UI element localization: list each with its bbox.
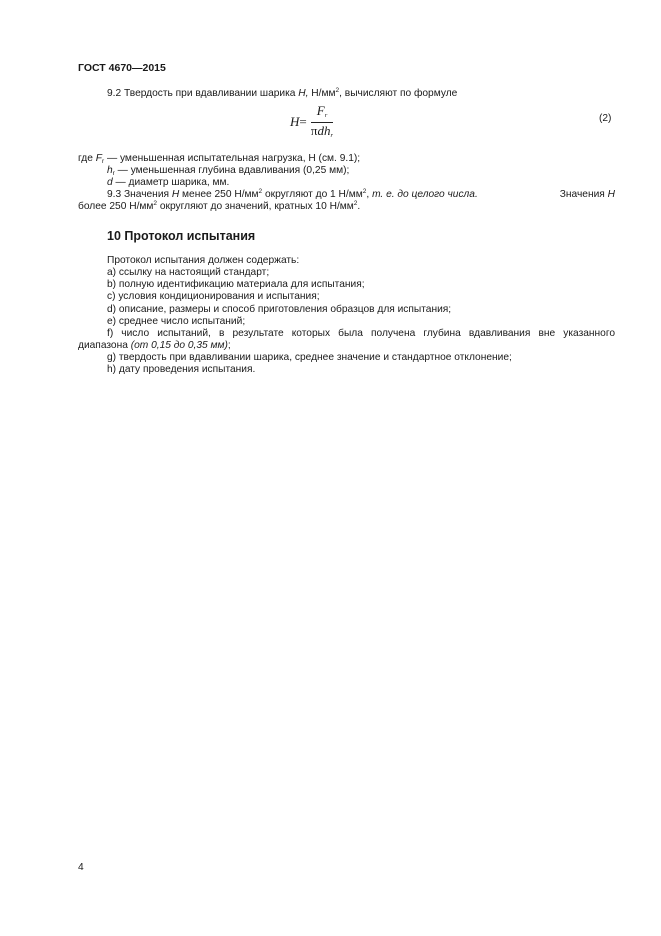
- text: , вычисляют по формуле: [339, 88, 458, 99]
- list-item-g: g) твердость при вдавливании шарика, среднее значение и стандартное отклонение;: [107, 352, 512, 363]
- list-item-d: d) описание, размеры и способ приготовления образцов для испытания;: [107, 304, 452, 315]
- formula-denominator: [311, 123, 333, 141]
- section-heading: 10 Протокол испытания: [107, 229, 256, 243]
- text: ;: [227, 340, 231, 351]
- subscript: r: [112, 170, 115, 177]
- list-item-h: h) дату проведения испытания.: [107, 364, 256, 375]
- text: диапазона: [78, 340, 131, 351]
- list-item-f-continuation: [78, 340, 231, 352]
- equation-number: (2): [599, 113, 612, 124]
- superscript: 2: [153, 200, 158, 207]
- superscript: 2: [362, 188, 367, 195]
- document-header: ГОСТ 4670—2015: [78, 62, 166, 74]
- subscript: r: [101, 158, 105, 165]
- text: более 250 Н/мм: [78, 201, 154, 212]
- superscript: 2: [258, 188, 263, 195]
- list-item-f: f) число испытаний, в результате которых была получена глубина вдавливания вне указанного: [107, 328, 615, 339]
- text: — диаметр шарика, мм.: [112, 177, 230, 188]
- text: Значения: [559, 189, 608, 200]
- variable-h: h: [107, 165, 113, 176]
- list-item-b: b) полную идентификацию материала для испытания;: [107, 279, 365, 290]
- italic-text: (от 0,15 до 0,35 мм): [130, 340, 228, 351]
- den-sub: r: [330, 132, 334, 139]
- text: 9.3 Значения: [107, 189, 172, 200]
- superscript: 2: [335, 87, 340, 94]
- variable-h: H,: [298, 88, 309, 99]
- num-sub: r: [324, 112, 328, 119]
- list-item-c: c) условия кондиционирования и испытания;: [107, 291, 320, 302]
- superscript: 2: [353, 200, 358, 207]
- variable-h: H: [607, 189, 615, 200]
- text: — уменьшенная глубина вдавливания (0,25 мм);: [114, 165, 350, 176]
- italic-text: т. е. до целого числа.: [372, 189, 478, 200]
- text: Н/мм: [308, 88, 336, 99]
- variable-h: H: [171, 189, 180, 200]
- page-number: 4: [78, 862, 84, 873]
- text: округляют до 1 Н/мм: [262, 189, 363, 200]
- text: — уменьшенная испытательная нагрузка, Н (см. 9.1);: [104, 153, 361, 164]
- protocol-intro: Протокол испытания должен содержать:: [107, 255, 300, 266]
- variable-d: d: [107, 177, 113, 188]
- where-d: [107, 177, 229, 189]
- num-var: F: [316, 103, 325, 118]
- paragraph-9-3-line2: [78, 201, 360, 214]
- text: округляют до значений, кратных 10 Н/мм: [157, 201, 354, 212]
- formula-numerator: [311, 104, 333, 123]
- text: 9.2 Твердость при вдавливании шарика: [107, 88, 299, 99]
- text: где: [78, 153, 96, 164]
- variable-f: F: [95, 153, 102, 164]
- formula-fraction: [311, 104, 333, 141]
- text-run: [560, 189, 615, 202]
- list-item-e: e) среднее число испытаний;: [107, 316, 246, 327]
- formula-lhs: H: [290, 114, 300, 130]
- text: ,: [366, 189, 373, 200]
- paragraph-9-2: [107, 88, 457, 101]
- den-var: dh: [317, 123, 331, 138]
- list-item-a: a) ссылку на настоящий стандарт;: [107, 267, 270, 278]
- formula-equals: =: [299, 114, 307, 130]
- formula-2: [290, 104, 333, 141]
- pi-symbol: π: [310, 123, 318, 138]
- text: .: [357, 201, 361, 212]
- text: менее 250 Н/мм: [179, 189, 259, 200]
